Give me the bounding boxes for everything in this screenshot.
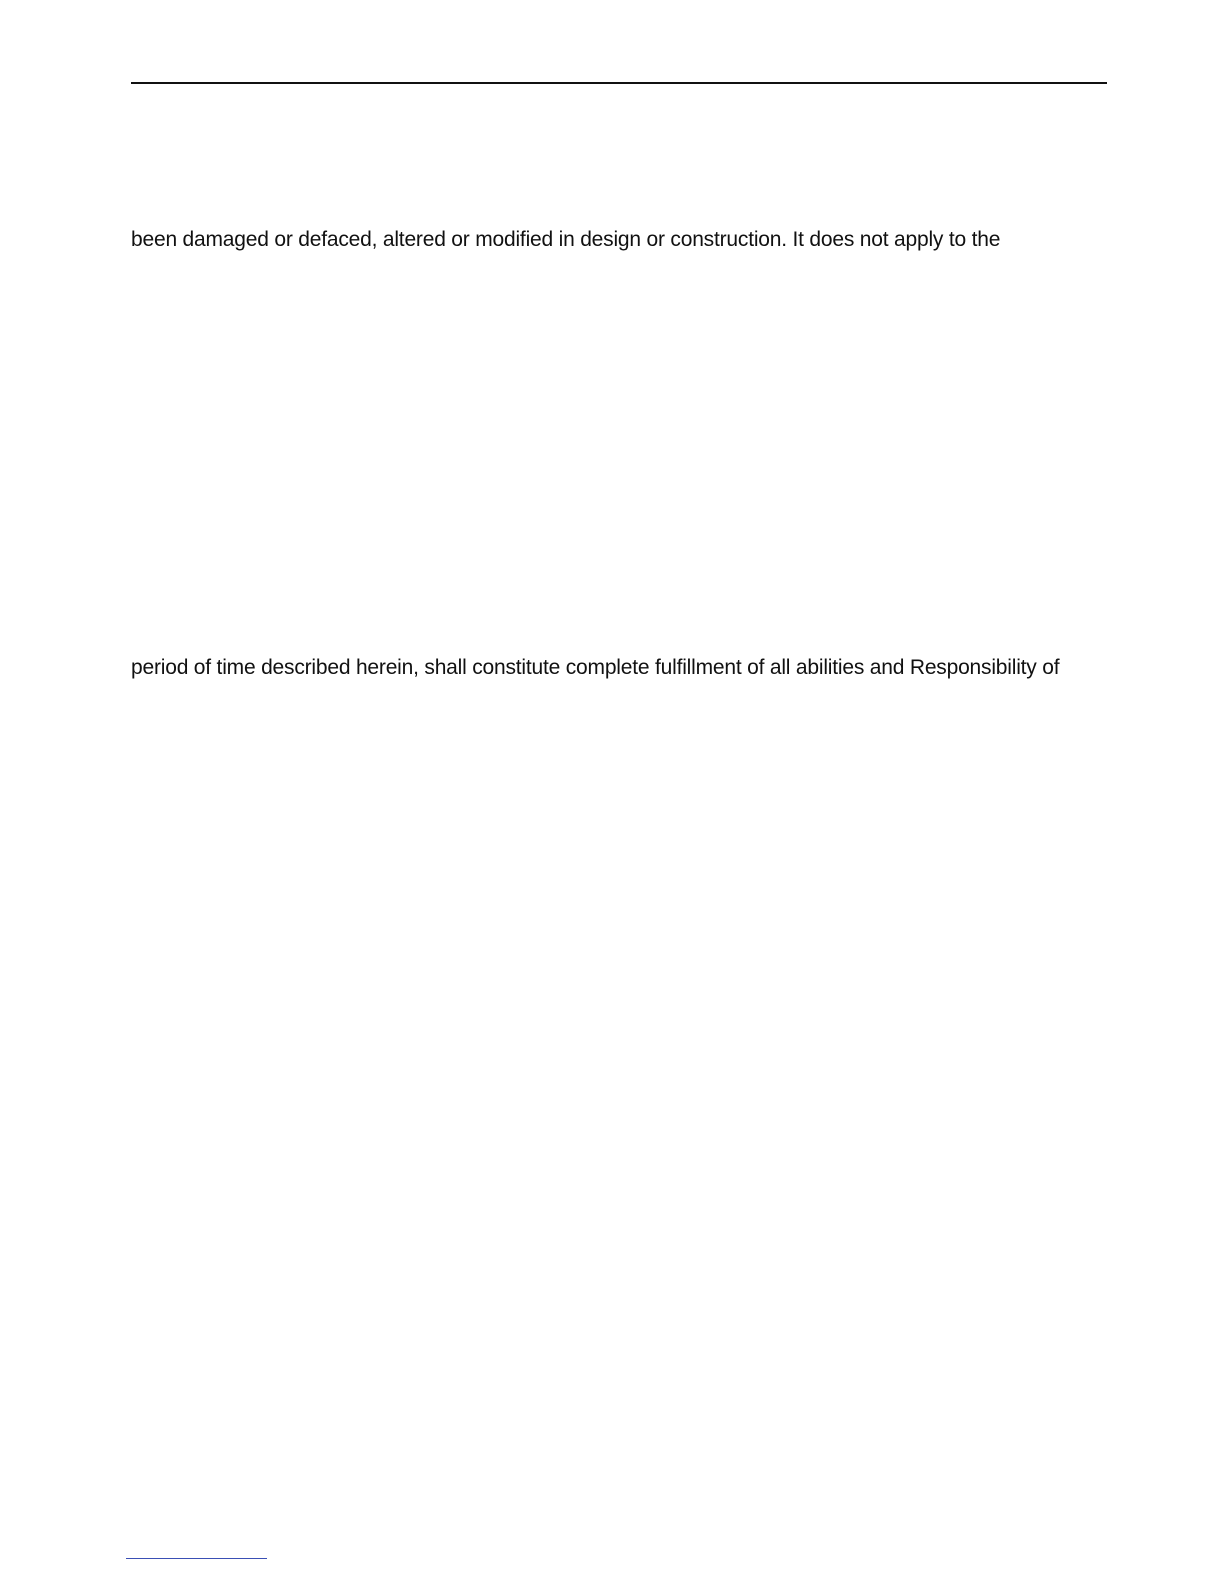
body-text-line: period of time described herein, shall constitute complete fulfillment of all abilities and Responsibility of xyxy=(131,656,1060,679)
body-text-line: been damaged or defaced, altered or modified in design or construction. It does not apply to the xyxy=(131,228,1001,251)
footnote-separator xyxy=(126,1558,267,1559)
header-rule xyxy=(131,82,1107,84)
